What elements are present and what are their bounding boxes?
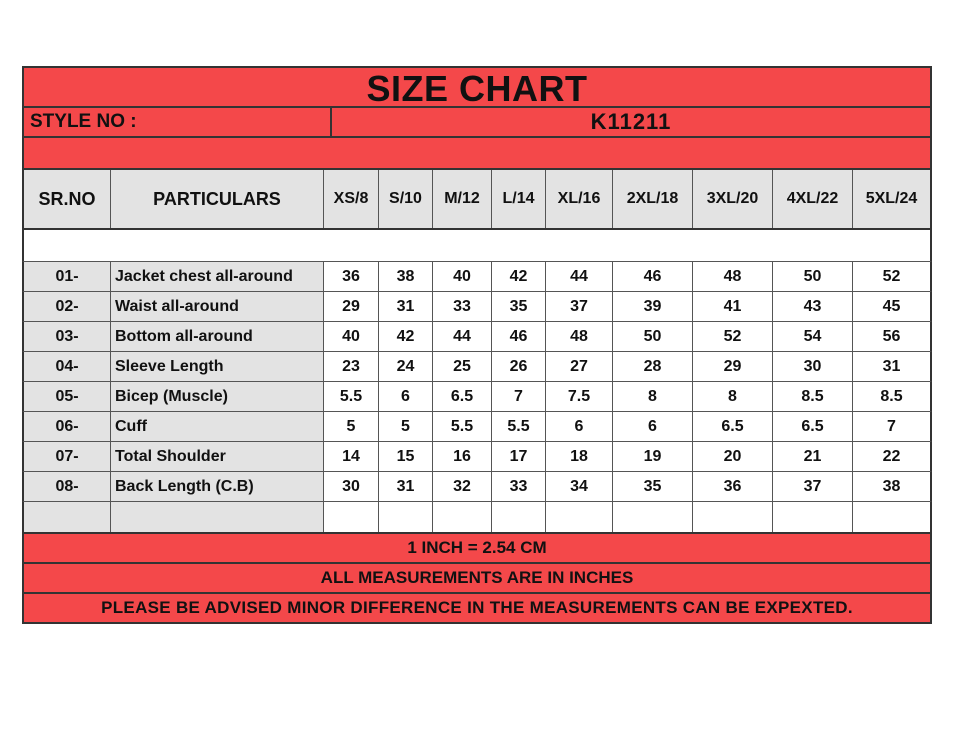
- header-size: L/14: [492, 170, 546, 228]
- empty-cell: [546, 502, 613, 532]
- row-particular: Sleeve Length: [111, 352, 324, 381]
- measurement-value: 35: [613, 472, 693, 501]
- measurement-value: 34: [546, 472, 613, 501]
- measurement-value: 42: [379, 322, 433, 351]
- measurement-value: 48: [693, 262, 773, 291]
- row-sr-no: 06-: [24, 412, 111, 441]
- measurement-value: 43: [773, 292, 853, 321]
- chart-title: SIZE CHART: [366, 68, 588, 109]
- measurement-value: 52: [882, 267, 901, 285]
- measurement-value: 5: [324, 412, 379, 441]
- measurement-value: 50: [613, 322, 693, 351]
- measurement-value: 29: [693, 352, 773, 381]
- units-note: [22, 564, 932, 594]
- measurement-value: 26: [492, 352, 546, 381]
- empty-cell: [492, 502, 546, 532]
- row-particular: Cuff: [111, 412, 324, 441]
- row-sr-no: 02-: [24, 292, 111, 321]
- row-sr-no: 03-: [24, 322, 111, 351]
- measurement-value: 18: [546, 442, 613, 471]
- measurement-value: 30: [773, 352, 853, 381]
- measurement-value: 37: [546, 292, 613, 321]
- measurement-value: 46: [492, 322, 546, 351]
- measurement-value: 40: [433, 262, 492, 291]
- row-particular: Back Length (C.B): [111, 472, 324, 501]
- measurement-value: 44: [546, 262, 613, 291]
- measurement-value: 19: [613, 442, 693, 471]
- advisory-note: [22, 594, 932, 624]
- measurement-rows: [22, 262, 932, 502]
- measurement-value: 8: [613, 382, 693, 411]
- measurement-value: 6.5: [773, 412, 853, 441]
- measurement-value: 6: [379, 382, 433, 411]
- measurement-value: 25: [433, 352, 492, 381]
- measurement-value: 31: [379, 472, 433, 501]
- measurement-value: 24: [379, 352, 433, 381]
- measurement-value: 5.5: [324, 382, 379, 411]
- measurement-value: 7: [887, 417, 896, 435]
- measurement-value: 29: [324, 292, 379, 321]
- header-size: 4XL/22: [773, 170, 853, 228]
- table-row: [22, 442, 932, 472]
- header-size: M/12: [433, 170, 492, 228]
- measurement-value: 6: [613, 412, 693, 441]
- row-sr-no: 08-: [24, 472, 111, 501]
- empty-cell: [324, 502, 379, 532]
- measurement-value: 6.5: [693, 412, 773, 441]
- measurement-value: 42: [492, 262, 546, 291]
- measurement-value: 45: [882, 297, 901, 315]
- empty-cell: [379, 502, 433, 532]
- measurement-value: 6.5: [433, 382, 492, 411]
- header-size: XL/16: [546, 170, 613, 228]
- table-row: [22, 352, 932, 382]
- measurement-value: 33: [433, 292, 492, 321]
- empty-cell: [773, 502, 853, 532]
- measurement-value: 44: [433, 322, 492, 351]
- header-size: XS/8: [324, 170, 379, 228]
- table-row: [22, 292, 932, 322]
- units-text: ALL MEASUREMENTS ARE IN INCHES: [320, 568, 634, 587]
- row-particular: Total Shoulder: [111, 442, 324, 471]
- measurement-value: 31: [379, 292, 433, 321]
- header-size: 3XL/20: [693, 170, 773, 228]
- measurement-value: 7.5: [546, 382, 613, 411]
- row-sr-no: 04-: [24, 352, 111, 381]
- measurement-value: 56: [882, 327, 901, 345]
- empty-cell: [693, 502, 773, 532]
- measurement-value: 38: [882, 477, 901, 495]
- measurement-value: 52: [693, 322, 773, 351]
- measurement-value: 5.5: [492, 412, 546, 441]
- measurement-value: 38: [379, 262, 433, 291]
- table-row: [22, 382, 932, 412]
- size-chart-table: [22, 66, 932, 624]
- empty-cell: [433, 502, 492, 532]
- measurement-value: 36: [693, 472, 773, 501]
- header-sr-no: SR.NO: [24, 170, 111, 228]
- row-particular: Waist all-around: [111, 292, 324, 321]
- table-row: [22, 472, 932, 502]
- red-spacer-row: [22, 138, 932, 170]
- table-row: [22, 412, 932, 442]
- measurement-value: 41: [693, 292, 773, 321]
- measurement-value: 36: [324, 262, 379, 291]
- measurement-value: 39: [613, 292, 693, 321]
- header-size: 5XL/24: [865, 190, 918, 207]
- row-sr-no: 01-: [24, 262, 111, 291]
- measurement-value: 37: [773, 472, 853, 501]
- measurement-value: 35: [492, 292, 546, 321]
- measurement-value: 22: [882, 447, 901, 465]
- measurement-value: 8.5: [880, 387, 903, 405]
- row-particular: Bottom all-around: [111, 322, 324, 351]
- measurement-value: 16: [433, 442, 492, 471]
- measurement-value: 14: [324, 442, 379, 471]
- empty-row: [22, 502, 932, 534]
- row-particular: Jacket chest all-around: [111, 262, 324, 291]
- measurement-value: 40: [324, 322, 379, 351]
- conversion-note: [22, 534, 932, 564]
- measurement-value: 5: [379, 412, 433, 441]
- empty-cell: [853, 502, 930, 532]
- measurement-value: 27: [546, 352, 613, 381]
- measurement-value: 48: [546, 322, 613, 351]
- style-number: K11211: [590, 109, 672, 134]
- row-sr-no: 07-: [24, 442, 111, 471]
- header-size: 2XL/18: [613, 170, 693, 228]
- measurement-value: 28: [613, 352, 693, 381]
- row-sr-no: 05-: [24, 382, 111, 411]
- blank-row: [22, 230, 932, 262]
- measurement-value: 33: [492, 472, 546, 501]
- chart-title-row: [22, 66, 932, 108]
- style-label: STYLE NO :: [24, 108, 332, 136]
- measurement-value: 32: [433, 472, 492, 501]
- measurement-value: 50: [773, 262, 853, 291]
- measurement-value: 8.5: [773, 382, 853, 411]
- advisory-text: PLEASE BE ADVISED MINOR DIFFERENCE IN THE MEASUREMENTS CAN BE EXPEXTED.: [101, 598, 853, 617]
- measurement-value: 23: [324, 352, 379, 381]
- measurement-value: 46: [613, 262, 693, 291]
- measurement-value: 7: [492, 382, 546, 411]
- measurement-value: 6: [546, 412, 613, 441]
- measurement-value: 15: [379, 442, 433, 471]
- conversion-text: 1 INCH = 2.54 CM: [407, 538, 547, 557]
- empty-cell: [613, 502, 693, 532]
- row-particular: Bicep (Muscle): [111, 382, 324, 411]
- table-row: [22, 262, 932, 292]
- measurement-value: 8: [693, 382, 773, 411]
- measurement-value: 20: [693, 442, 773, 471]
- measurement-value: 54: [773, 322, 853, 351]
- empty-cell: [24, 502, 111, 532]
- table-row: [22, 322, 932, 352]
- empty-cell: [111, 502, 324, 532]
- header-size: S/10: [379, 170, 433, 228]
- header-particulars: PARTICULARS: [111, 170, 324, 228]
- measurement-value: 21: [773, 442, 853, 471]
- header-row: [22, 170, 932, 230]
- style-row: [22, 108, 932, 138]
- measurement-value: 5.5: [433, 412, 492, 441]
- measurement-value: 31: [882, 357, 901, 375]
- measurement-value: 30: [324, 472, 379, 501]
- measurement-value: 17: [492, 442, 546, 471]
